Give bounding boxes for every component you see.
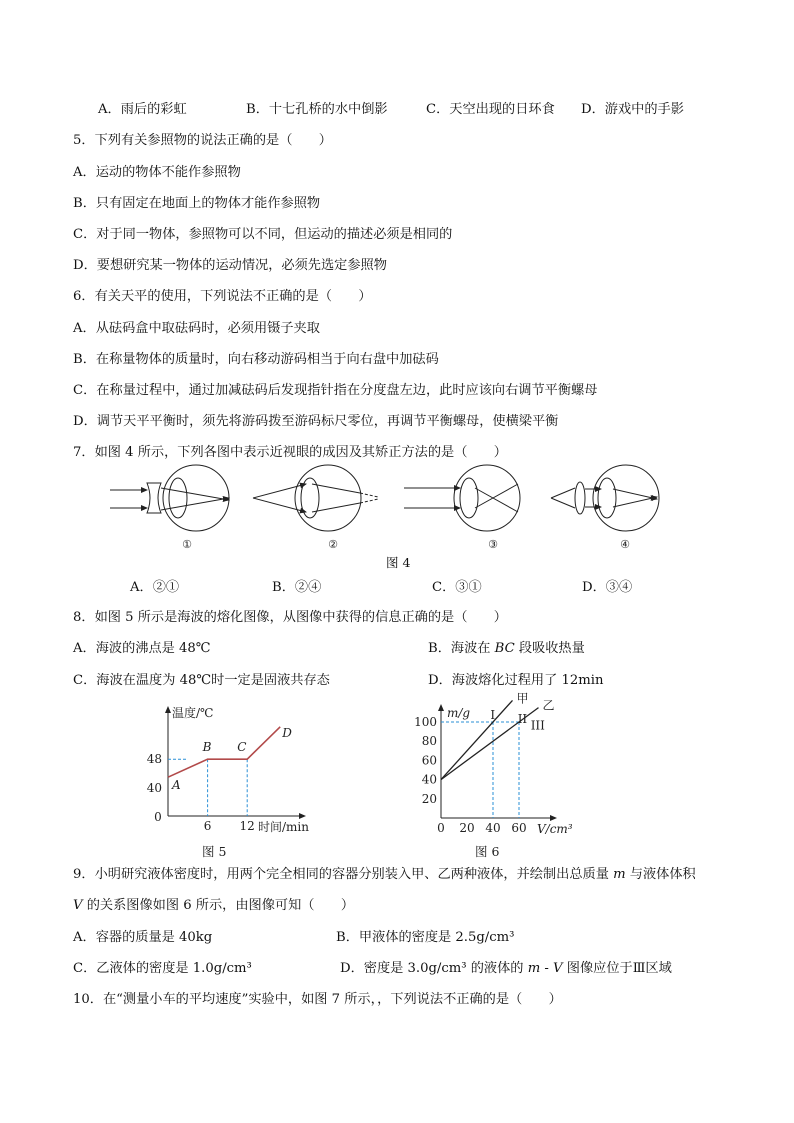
q5-option-c: C．对于同一物体，参照物可以不同，但运动的描述必须是相同的 bbox=[73, 227, 453, 242]
diagram-label-3: ③ bbox=[488, 538, 498, 551]
q9-option-b: B．甲液体的密度是 2.5g/cm³ bbox=[336, 930, 515, 945]
q9-option-d bbox=[340, 960, 672, 978]
q9-line-1-pre: 9．小明研究液体密度时，用两个完全相同的容器分别装入甲、乙两种液体，并绘制出总质量 bbox=[73, 867, 614, 882]
eye-diagram-1 bbox=[110, 465, 229, 531]
y-tick-label: 40 bbox=[421, 772, 437, 787]
point-label-b: B bbox=[202, 740, 212, 755]
y-axis-arrow bbox=[438, 704, 444, 711]
x-tick-label: 20 bbox=[459, 821, 475, 835]
q5-stem: 5．下列有关参照物的说法正确的是（ ） bbox=[73, 133, 332, 148]
q9-line-1-post: 与液体体积 bbox=[625, 867, 696, 882]
region-label-2: II bbox=[517, 711, 528, 726]
x-axis-label: 时间/min bbox=[258, 820, 309, 834]
q9-option-d-pre: D．密度是 3.0g/cm³ 的液体的 bbox=[340, 961, 528, 976]
melting-curve bbox=[168, 727, 280, 777]
diagram-label-1: ① bbox=[182, 538, 192, 551]
q9-option-d-graph: m - V bbox=[527, 961, 563, 976]
q6-option-c: C．在称量过程中，通过加减砝码后发现指针指在分度盘左边，此时应该向右调节平衡螺母 bbox=[73, 383, 598, 398]
region-label-1: I bbox=[490, 708, 496, 723]
q9-symbol-v: V bbox=[73, 898, 83, 913]
diagram-label-2: ② bbox=[328, 538, 338, 551]
q9-option-d-post: 图像应位于Ⅲ区域 bbox=[562, 961, 672, 976]
y-tick-label: 60 bbox=[421, 753, 437, 768]
q9-line-2-post: 的关系图像如图 6 所示，由图像可知（ ） bbox=[82, 898, 355, 913]
figure-6-chart bbox=[405, 691, 590, 860]
q6-option-a: A．从砝码盒中取砝码时，必须用镊子夹取 bbox=[73, 321, 320, 336]
q9-symbol-m: m bbox=[613, 867, 626, 882]
q4-option-d: D．游戏中的手影 bbox=[581, 102, 684, 117]
q8-option-b-segment: BC bbox=[494, 641, 515, 656]
figure-4-eye-diagrams bbox=[0, 464, 794, 554]
q7-stem: 7．如图 4 所示，下列各图中表示近视眼的成因及其矫正方法的是（ ） bbox=[73, 445, 507, 460]
point-label-c: C bbox=[237, 740, 247, 755]
x-axis-arrow bbox=[550, 815, 557, 821]
y-tick-label: 40 bbox=[146, 781, 162, 795]
y-axis-label: m/g bbox=[447, 706, 471, 720]
q7-option-d: D．③④ bbox=[582, 580, 633, 595]
q8-option-b-post: 段吸收热量 bbox=[514, 641, 585, 656]
q9-option-c: C．乙液体的密度是 1.0g/cm³ bbox=[73, 961, 252, 976]
figure-6-caption: 图 6 bbox=[475, 844, 500, 859]
x-tick-label: 0 bbox=[437, 821, 445, 835]
q7-option-c: C．③① bbox=[432, 580, 482, 595]
q9-line-2 bbox=[73, 897, 354, 915]
q8-stem: 8．如图 5 所示是海波的熔化图像，从图像中获得的信息正确的是（ ） bbox=[73, 610, 507, 625]
q6-stem: 6．有关天平的使用，下列说法不正确的是（ ） bbox=[73, 289, 372, 304]
eye-diagram-2 bbox=[253, 465, 378, 531]
q7-option-a: A．②① bbox=[130, 580, 180, 595]
q10-stem: 10．在“测量小车的平均速度”实验中，如图 7 所示，，下列说法不正确的是（ ） bbox=[73, 992, 562, 1007]
q6-option-b: B．在称量物体的质量时，向右移动游码相当于向右盘中加砝码 bbox=[73, 352, 439, 367]
q5-option-b: B．只有固定在地面上的物体才能作参照物 bbox=[73, 196, 321, 211]
y-tick-label: 20 bbox=[421, 791, 437, 806]
region-label-3: III bbox=[530, 718, 545, 733]
point-label-d: D bbox=[282, 725, 292, 740]
x-axis-label: V/cm³ bbox=[537, 822, 573, 836]
x-tick-label: 12 bbox=[239, 819, 255, 833]
series-name-2: 乙 bbox=[542, 698, 555, 713]
q9-option-a: A．容器的质量是 40kg bbox=[73, 930, 213, 945]
q8-option-b-pre: B．海波在 bbox=[428, 641, 495, 656]
q8-option-b bbox=[428, 640, 585, 658]
q9-line-1 bbox=[73, 866, 696, 884]
eye-diagram-4 bbox=[551, 465, 659, 531]
figure-5-caption: 图 5 bbox=[202, 844, 227, 859]
q4-option-a: A．雨后的彩虹 bbox=[98, 102, 187, 117]
series-name-1: 甲 bbox=[516, 691, 529, 706]
y-axis-arrow bbox=[165, 706, 171, 713]
q7-option-b: B．②④ bbox=[272, 580, 322, 595]
y-tick-label: 48 bbox=[146, 752, 162, 767]
x-axis-arrow bbox=[299, 813, 306, 819]
diagram-label-4: ④ bbox=[620, 538, 630, 551]
q4-option-c: C．天空出现的日环食 bbox=[426, 102, 555, 117]
figure-5-chart bbox=[140, 700, 330, 860]
point-label-a: A bbox=[172, 778, 181, 793]
q4-option-b: B．十七孔桥的水中倒影 bbox=[246, 102, 388, 117]
q5-option-a: A．运动的物体不能作参照物 bbox=[73, 165, 241, 180]
x-tick-label: 6 bbox=[203, 819, 212, 833]
figure-4-caption: 图 4 bbox=[386, 555, 411, 570]
x-tick-label: 40 bbox=[485, 821, 501, 835]
q6-option-d: D．调节天平平衡时，须先将游码拨至游码标尺零位，再调节平衡螺母，使横梁平衡 bbox=[73, 414, 559, 429]
eye-diagram-3 bbox=[404, 465, 520, 531]
q8-option-c: C．海波在温度为 48℃时一定是固液共存态 bbox=[73, 673, 330, 688]
q5-option-d: D．要想研究某一物体的运动情况，必须先选定参照物 bbox=[73, 258, 387, 273]
q8-option-d: D．海波熔化过程用了 12min bbox=[428, 673, 604, 688]
q8-option-a: A．海波的沸点是 48℃ bbox=[73, 641, 211, 656]
origin-label: 0 bbox=[154, 810, 162, 824]
x-tick-label: 60 bbox=[511, 821, 527, 835]
y-axis-label: 温度/℃ bbox=[172, 706, 214, 720]
y-tick-label: 80 bbox=[421, 734, 437, 749]
y-tick-label: 100 bbox=[414, 715, 437, 729]
